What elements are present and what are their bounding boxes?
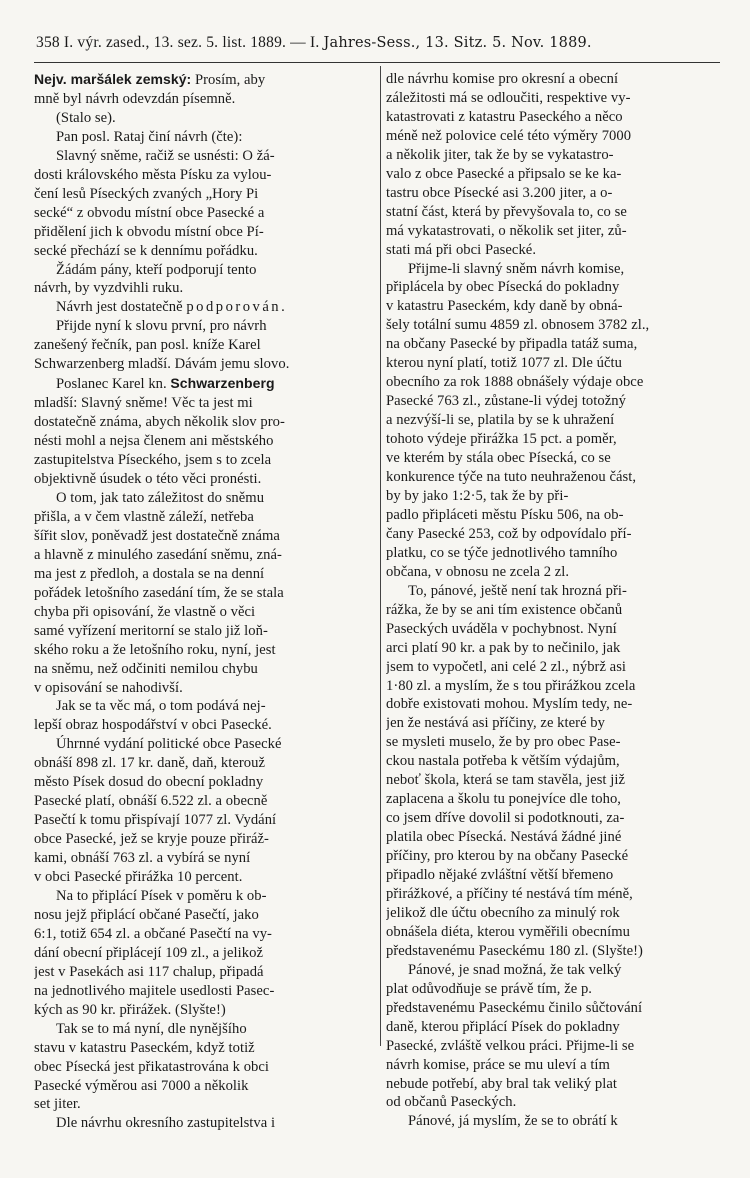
text-line: mladší: Slavný sněme! Věc ta jest mi [34, 395, 253, 412]
text-line: secké přechází se k dennímu pořádku. [34, 242, 258, 259]
text-line: dobře existovati mohou. Myslím tedy, ne- [386, 696, 633, 713]
text-line: šířit slov, poněvadž jest dostatečně známa [34, 527, 280, 544]
text-line: 6:1, totiž 654 zl. a občané Pasečtí na vy- [34, 925, 272, 942]
text-line: stavu v katastru Paseckém, když totiž [34, 1039, 255, 1056]
text-line: má vykatastrovati, o několik set jiter, zů- [386, 222, 627, 239]
text-line: pořádek letošního zasedání tím, že se stala [34, 584, 284, 601]
text-line: tastru obce Písecké asi 3.200 jiter, a o- [386, 184, 613, 201]
text-line: mně byl návrh odevzdán písemně. [34, 90, 236, 107]
text-line: záležitosti má se odloučiti, respektive vy- [386, 89, 631, 106]
text-line: obecního za rok 1888 obnášely výdaje obce [386, 374, 644, 391]
text-line: tohoto výdeje přirážka 15 pct. a poměr, [386, 431, 617, 448]
text-line: nosu jejž připlácí občané Pasečtí, jako [34, 906, 259, 923]
text-line: Pasecké, zvláště velkou práci. Přijme-li se [386, 1037, 635, 1054]
text-line: obce Pasecké, jež se kryje pouze přiráž- [34, 831, 269, 848]
text-line: samé vyřízení meritorní se stalo již loň- [34, 622, 268, 639]
text-line: představenému Paseckému činilo sůčtování [386, 999, 643, 1016]
text-line: kterou nyní platí, totiž 1077 zl. Dle účtu [386, 355, 622, 372]
text-line: ckou nastala potřeba k větším výdajům, [386, 753, 620, 770]
text-line: zaplacena a školu tu ponejvíce dle toho, [386, 791, 622, 808]
text-line: čany Pasecké 253, což by odpovídalo pří- [386, 525, 632, 542]
text-line: dostatečně známa, abych několik slov pro- [34, 414, 285, 431]
text-line: návrh, by vyzdvihli ruku. [34, 280, 184, 297]
right-column [386, 70, 722, 1131]
text-line: Slavný sněme, račiž se usnésti: O žá- [56, 147, 275, 164]
line-text: Prosím, aby [191, 72, 266, 88]
text-line: Pasecké výměrou asi 7000 a několik [34, 1077, 249, 1094]
text-line: přidělení jich k obvodu místní obce Pí- [34, 223, 264, 240]
text-line: konkurence týče na tuto neuhraženou část, [386, 469, 637, 486]
spaced-text: podporován. [186, 299, 288, 316]
text-line: objektivně úsudek o této věci pronésti. [34, 471, 262, 488]
text-line: To, pánové, ještě není tak hrozná při- [408, 582, 627, 599]
text-line: obnášela diéta, kterou vyměřili obecnímu [386, 923, 630, 940]
text-line: jest v Pasekách asi 117 chalup, připadá [34, 963, 264, 980]
text-line: obnáší 898 zl. 17 kr. daně, daň, kterouž [34, 755, 265, 772]
text-line: ve kterém by stála obec Písecká, co se [386, 450, 611, 467]
text-line: se mysleti muselo, že by pro obec Pase- [386, 734, 621, 751]
speaker-name: Nejv. maršálek zemský: [34, 71, 192, 87]
text-line: Přijde nyní k slovu první, pro návrh [56, 318, 267, 335]
text-line: město Písek dosud do obecní pokladny [34, 774, 264, 791]
text-line: arci platí 90 kr. a pak by to nečinilo, jak [386, 639, 621, 656]
text-line: (Stalo se). [56, 109, 116, 126]
text-line: Tak se to má nyní, dle nynějšího [56, 1020, 247, 1037]
text-line: Pasecké 763 zl., zůstane-li výdej totožný [386, 393, 626, 410]
text-line: Žádám pány, kteří podporují tento [56, 261, 257, 278]
text-line: secké“ z obvodu místní obce Pasecké a [34, 204, 265, 221]
text-line: kami, obnáší 763 zl. a vybírá se nyní [34, 850, 251, 867]
line-text: Návrh jest dostatečně [56, 299, 187, 316]
text-line: platila obec Písecká. Nestává žádné jiné [386, 829, 622, 846]
text-line [34, 298, 376, 317]
text-line: dání obecní připlácejí 109 zl., a jelikož [34, 944, 263, 961]
text-line: plat odůvodňuje se právě tím, že p. [386, 980, 593, 997]
text-line: návrh komise, práce se mu uleví a tím [386, 1056, 610, 1073]
text-line: přišla, a v čem vlastně záleží, netřeba [34, 508, 254, 525]
text-line: by by jako 1:2·5, tak že by při- [386, 487, 569, 504]
text-line: Úhrnné vydání politické obce Pasecké [56, 736, 282, 753]
text-line: a několik jiter, tak že by se vykatastro- [386, 146, 614, 163]
text-line: a hlavně z minulého zasedání sněmu, zná- [34, 546, 282, 563]
text-line: daně, kterou připlácí Písek do pokladny [386, 1018, 620, 1035]
column-divider [380, 66, 381, 1046]
text-line: a nezvýší-li se, platila by se k uhražení [386, 412, 615, 429]
text-line: Pasecké platí, obnáší 6.522 zl. a obecně [34, 793, 268, 810]
text-line: neboť škola, která se tam stavěla, jest již [386, 772, 625, 789]
text-line: připadlo nějaké zvláštní větší břemeno [386, 867, 614, 884]
text-line: představenému Paseckému 180 zl. (Slyšte!) [386, 942, 643, 959]
text-line: dosti královského města Písku za vylou- [34, 166, 272, 183]
text-line: šely totální sumu 4859 zl. obnosem 3782 zl., [386, 317, 650, 334]
text-line: ma jest z předloh, a dostala se na denní [34, 565, 265, 582]
header-rule [34, 62, 720, 63]
text-line: nebude potřebí, aby bral tak veliký plat [386, 1075, 617, 1092]
text-line: stati má při obci Pasecké. [386, 241, 537, 258]
line-text: Poslanec Karel kn. [56, 376, 171, 393]
text-line: katastrovati z katastru Paseckého a něco [386, 108, 623, 125]
text-line: lepší obraz hospodářství v obci Pasecké. [34, 717, 272, 734]
text-line: rážka, že by se ani tím existence občanů [386, 601, 623, 618]
text-line: přirážkové, a příčiny té nestává tím méně, [386, 885, 633, 902]
text-line: zastupitelstva Píseckého, jsem s to zcela [34, 452, 272, 469]
text-line [34, 70, 376, 90]
text-line: nésti mohl a nejsa členem ani městského [34, 433, 274, 450]
text-line: na občany Pasecké by připadla tatáž suma, [386, 336, 638, 353]
text-line: chyba při opisování, že vlastně o věci [34, 603, 256, 620]
page-header [36, 34, 716, 52]
left-column [34, 70, 376, 1133]
text-line: zanešený řečník, pan posl. kníže Karel [34, 337, 261, 354]
text-line: platku, co se týče jednotlivého tamního [386, 544, 618, 561]
text-line: set jiter. [34, 1096, 81, 1113]
text-line: ského roku a že letošního roku, nyní, jest [34, 641, 276, 658]
text-line: jen že nestává asi příčiny, ze které by [386, 715, 605, 732]
text-line: na jednotlivého majitele usedlosti Pasec- [34, 982, 275, 999]
text-line: jsem to vypočetl, ani celé 2 zl., nýbrž asi [386, 658, 627, 675]
text-line: příčiny, pro kterou by na občany Pasecké [386, 848, 629, 865]
text-line: 1·80 zl. a myslím, že s tou přirážkou zcela [386, 677, 636, 694]
text-line: kých as 90 kr. přirážek. (Slyšte!) [34, 1001, 226, 1018]
text-line: v obci Pasecké přirážka 10 percent. [34, 869, 243, 886]
text-line: padlo připláceti městu Písku 506, na ob- [386, 506, 624, 523]
text-line: připlácela by obec Písecká do pokladny [386, 279, 620, 296]
text-line: občana, v obnosu ne zcela 2 zl. [386, 563, 570, 580]
text-line: dle návrhu komise pro okresní a obecní [386, 71, 619, 87]
text-line: na sněmu, než odčiniti nemilou chybu [34, 660, 258, 677]
text-line: Pánové, je snad možná, že tak velký [408, 961, 622, 978]
text-line: méně než polovice celé této výměry 7000 [386, 127, 632, 144]
text-line: co jsem dříve dovolil si podotknouti, za- [386, 810, 625, 827]
text-line: valo z obce Pasecké a připsalo se ke ka- [386, 165, 622, 182]
text-line: Na to připlácí Písek v poměru k ob- [56, 887, 267, 904]
text-line: Schwarzenberg mladší. Dávám jemu slovo. [34, 356, 290, 373]
speaker-name: Schwarzenberg [170, 375, 275, 392]
text-line: čení lesů Píseckých zvaných „Hory Pi [34, 185, 259, 202]
text-line: od občanů Paseckých. [386, 1094, 517, 1111]
text-line: Pánové, já myslím, že se to obrátí k [408, 1113, 618, 1130]
text-line: v opisování se nahodivší. [34, 679, 183, 696]
text-line: v katastru Paseckém, kdy daně by obná- [386, 298, 623, 315]
text-line: Přijme-li slavný sněm návrh komise, [408, 260, 625, 277]
text-line [34, 374, 376, 394]
header-czech: 358 I. výr. zased., 13. sez. 5. list. 1889. — I. [36, 34, 324, 51]
text-line: O tom, jak tato záležitost do sněmu [56, 489, 265, 506]
text-line: obec Písecká jest přikatastrována k obci [34, 1058, 270, 1075]
text-line: Dle návrhu okresního zastupitelstva i [56, 1115, 276, 1132]
header-german: Jahres-Sess., 13. Sitz. 5. Nov. 1889. [323, 35, 592, 51]
text-line: jelikož dle účtu obecního za minulý rok [386, 904, 620, 921]
text-line: statní část, která by převyšovala to, co se [386, 203, 627, 220]
text-line: Jak se ta věc má, o tom podává nej- [56, 698, 266, 715]
text-line: Pasečtí k tomu přispívají 1077 zl. Vydání [34, 812, 277, 829]
text-line: Paseckých uváděla v pochybnost. Nyní [386, 620, 617, 637]
text-line: Pan posl. Rataj činí návrh (čte): [56, 128, 243, 145]
